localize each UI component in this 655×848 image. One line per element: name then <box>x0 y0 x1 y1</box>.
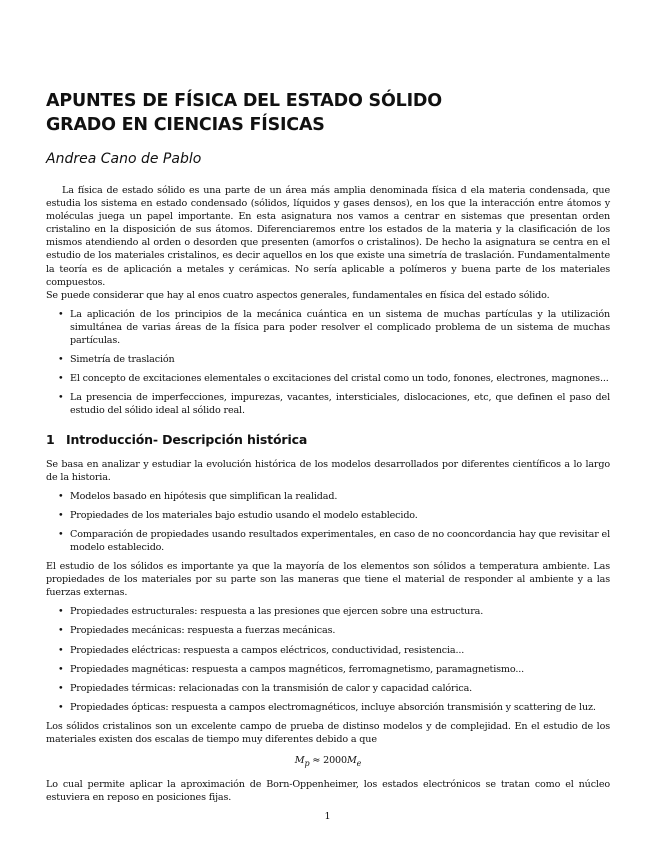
document-title <box>46 89 606 137</box>
intro-lead: Se puede considerar que hay al enos cuatro aspectos generales, fundamentales en física del estado sólido. <box>46 289 550 301</box>
title-line-1: APUNTES DE FÍSICA DEL ESTADO SÓLIDO <box>46 91 442 111</box>
document-body <box>46 184 610 804</box>
title-line-2: GRADO EN CIENCIAS FÍSICAS <box>46 115 325 135</box>
list-item: • Propiedades térmicas: relacionadas con la transmisión de calor y capacidad calórica. <box>46 682 610 695</box>
section-paragraph-2: El estudio de los sólidos es importante ya que la mayoría de los elementos son sólidos a temperatura ambiente. Las propiedades de los materiales por su parte son las maneras que tiene el material de responder al ambiente y a las fuerzas externas. <box>46 561 610 599</box>
section-paragraph-3: Los sólidos cristalinos son un excelente campo de prueba de distinso modelos y de complejidad. En el estudio de los materiales existen dos escalas de tiempo muy diferentes debido a que <box>46 720 610 745</box>
eq-lhs-base: M <box>294 755 305 767</box>
eq-rhs-coef: 2000 <box>323 755 347 767</box>
author-name: Andrea Cano de Pablo <box>46 151 202 167</box>
list-item: • La presencia de imperfecciones, impurezas, vacantes, intersticiales, dislocaciones, etc, que definen el paso del estudio del sólido ideal al sólido real. <box>46 391 610 417</box>
section-paragraph-4: Lo cual permite aplicar la aproximación de Born-Oppenheimer, los estados electrónicos se tratan como el núcleo estuviera en reposo en posiciones fijas. <box>46 779 610 804</box>
section-title: Introducción- Descripción histórica <box>66 431 308 447</box>
list-item: • Propiedades mecánicas: respuesta a fuerzas mecánicas. <box>46 624 610 637</box>
section-heading <box>46 432 610 448</box>
properties-bullet-list <box>46 605 610 714</box>
eq-lhs-sub: p <box>304 759 310 768</box>
intro-paragraph: La física de estado sólido es una parte de un área más amplia denominada física d ela materia condensada, que estudia los sistema en estado condensado (sólidos, líquidos y gases densos), en los que la interacción entre átomos y moléculas juega un papel importante. En esta asignatura nos vamos a centrar en sistemas que presentan orden cristalino en la disposición de sus átomos. Diferenciaremos entre los estados de la materia y la clasificación de los mismos atendiendo al orden o desorden que presenten (amorfos o cristalinos). De hecho la asignatura se centra en el estudio de los materiales cristalinos, es decir aquellos en los que existe una simetría de traslación. Fundamentalmente la teoría es de aplicación a metales y cerámicas. No sería aplicable a polímeros y buena parte de los materiales compuestos. <box>46 185 610 288</box>
section-paragraph-1: Se basa en analizar y estudiar la evolución histórica de los modelos desarrollados por diferentes científicos a lo largo de la historia. <box>46 458 610 483</box>
list-item: • Propiedades eléctricas: respuesta a campos eléctricos, conductividad, resistencia... <box>46 644 610 657</box>
list-item: • Propiedades magnéticas: respuesta a campos magnéticos, ferromagnetismo, paramagnetismo... <box>46 663 610 676</box>
eq-relation: ≈ <box>312 755 321 767</box>
list-item: • Propiedades ópticas: respuesta a campos electromagnéticos, incluye absorción transmisión y scattering de luz. <box>46 701 610 714</box>
eq-rhs-base: M <box>346 755 357 767</box>
list-item: • Propiedades estructurales: respuesta a las presiones que ejercen sobre una estructura. <box>46 605 610 618</box>
list-item: • La aplicación de los principios de la mecánica cuántica en un sistema de muchas partículas y la utilización simultánea de varias áreas de la física para poder resolver el complicado problema de un sistema de muchas partículas. <box>46 308 610 347</box>
list-item: • El concepto de excitaciones elementales o excitaciones del cristal como un todo, fonones, electrones, magnones... <box>46 372 610 385</box>
mass-ratio-equation <box>46 754 610 770</box>
eq-rhs-sub: e <box>356 759 362 768</box>
model-bullet-list <box>46 490 610 554</box>
list-item: • Comparación de propiedades usando resultados experimentales, en caso de no cooncordancia hay que revisitar el modelo establecido. <box>46 528 610 554</box>
list-item: • Modelos basado en hipótesis que simplifican la realidad. <box>46 490 610 503</box>
page-number: 1 <box>324 811 331 822</box>
section-number: 1 <box>46 431 55 447</box>
list-item: • Simetría de traslación <box>46 353 610 366</box>
intro-bullet-list <box>46 308 610 418</box>
list-item: • Propiedades de los materiales bajo estudio usando el modelo establecido. <box>46 509 610 522</box>
